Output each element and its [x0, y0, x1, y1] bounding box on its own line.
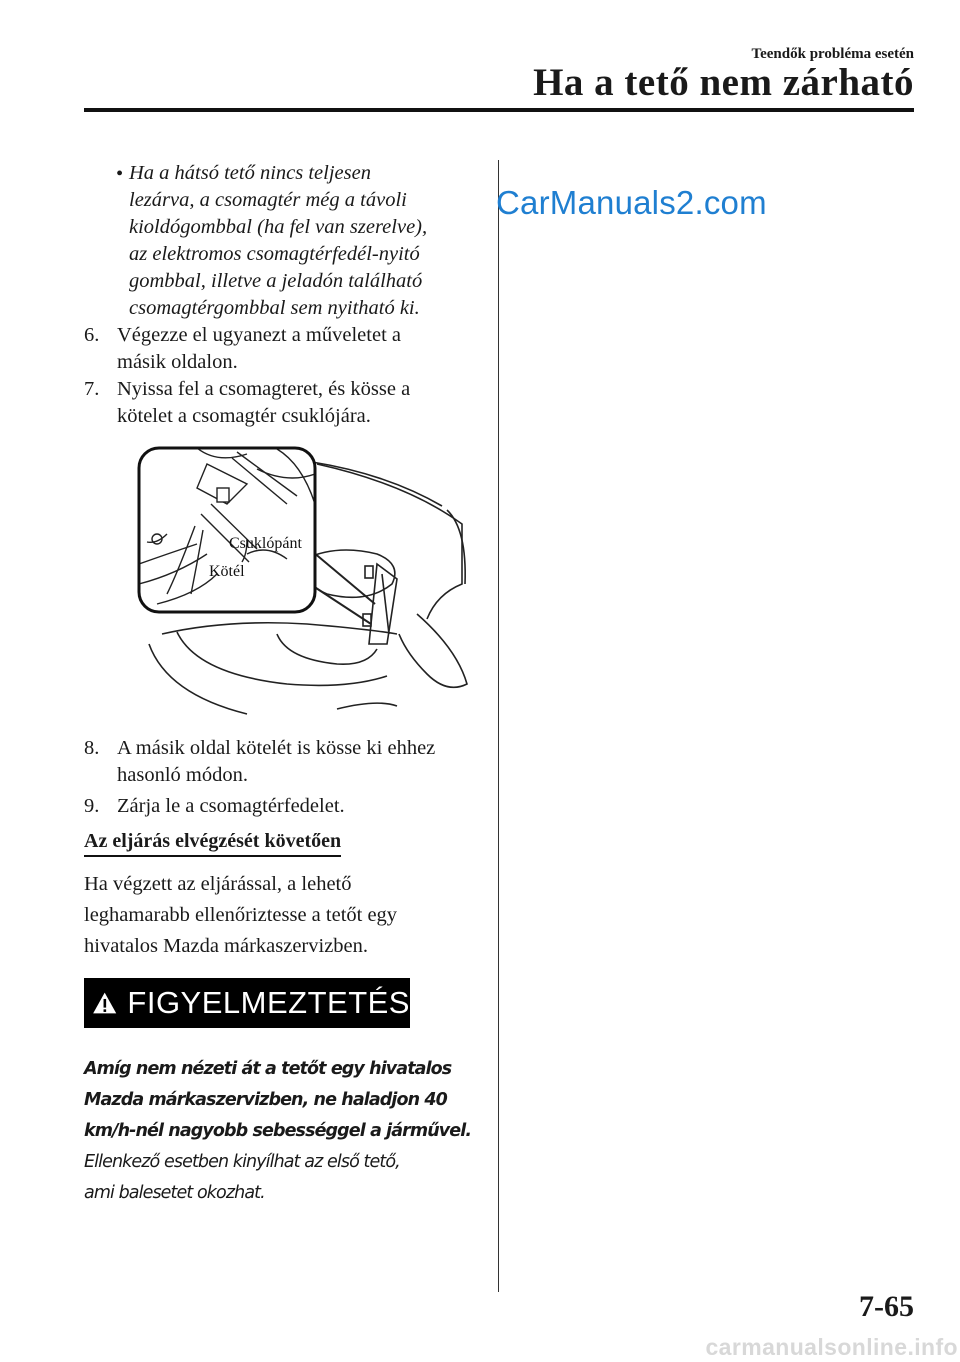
header-rule	[84, 108, 914, 112]
warning-label: FIGYELMEZTETÉS	[127, 985, 410, 1020]
left-column	[84, 160, 484, 1209]
bullet-note	[84, 160, 484, 322]
step-line: másik oldalon.	[117, 351, 238, 373]
footer-watermark[interactable]: carmanualsonline.info	[705, 1334, 958, 1360]
column-divider	[498, 160, 499, 1292]
bullet-dot: •	[116, 163, 124, 185]
step-line: hasonló módon.	[117, 764, 248, 786]
page-number: 7-65	[859, 1290, 914, 1323]
paragraph-line: hivatalos Mazda márkaszervizben.	[84, 935, 369, 957]
step-line: Nyissa fel a csomagteret, és kösse a	[117, 378, 411, 400]
hinge-label: Csuklópánt	[229, 535, 302, 552]
step-line: A másik oldal kötelét is kösse ki ehhez	[117, 737, 436, 759]
step-7	[84, 376, 484, 430]
bullet-line: csomagtérgombbal sem nyitható ki.	[129, 297, 420, 319]
bullet-line: az elektromos csomagtérfedél-nyitó	[129, 243, 420, 265]
inset-view	[139, 448, 315, 612]
paragraph-line: Ha végzett az eljárással, a lehető	[84, 873, 352, 895]
trunk-hinge-illustration	[137, 444, 495, 720]
bullet-line: kioldógombbal (ha fel van szerelve),	[129, 216, 428, 238]
warning-italic-text	[84, 1147, 484, 1209]
warning-triangle-icon	[92, 983, 117, 1023]
warning-line: Mazda márkaszervizben, ne haladjon 40	[84, 1090, 447, 1110]
step-number: 8.	[84, 737, 100, 759]
warning-bold-text	[84, 1054, 484, 1147]
rope-label: Kötél	[209, 563, 245, 580]
bullet-line: lezárva, a csomagtér még a távoli	[129, 189, 407, 211]
step-line: kötelet a csomagtér csuklójára.	[117, 405, 371, 427]
step-line: Zárja le a csomagtérfedelet.	[117, 795, 345, 817]
warning-line: km/h-nél nagyobb sebességgel a járművel.	[84, 1121, 472, 1141]
warning-line: Ellenkező esetben kinyílhat az első tető,	[84, 1152, 400, 1172]
section-heading: Az eljárás elvégzését követően	[84, 830, 341, 857]
site-watermark[interactable]: CarManuals2.com	[496, 184, 767, 221]
step-number: 7.	[84, 378, 100, 400]
step-number: 9.	[84, 795, 100, 817]
step-9	[84, 793, 484, 820]
section-paragraph	[84, 869, 484, 962]
warning-line: Amíg nem nézeti át a tetőt egy hivatalos	[84, 1059, 452, 1079]
step-8	[84, 735, 484, 789]
step-number: 6.	[84, 324, 100, 346]
step-6	[84, 322, 484, 376]
paragraph-line: leghamarabb ellenőriztesse a tetőt egy	[84, 904, 398, 926]
step-line: Végezze el ugyanezt a műveletet a	[117, 324, 401, 346]
chapter-subtitle: Teendők probléma esetén	[751, 46, 914, 62]
warning-line: ami balesetet okozhat.	[84, 1183, 265, 1203]
page-title: Ha a tető nem zárható	[533, 61, 914, 104]
bullet-line: gombbal, illetve a jeladón található	[129, 270, 423, 292]
warning-banner	[84, 978, 410, 1028]
bullet-line: Ha a hátsó tető nincs teljesen	[129, 162, 371, 184]
